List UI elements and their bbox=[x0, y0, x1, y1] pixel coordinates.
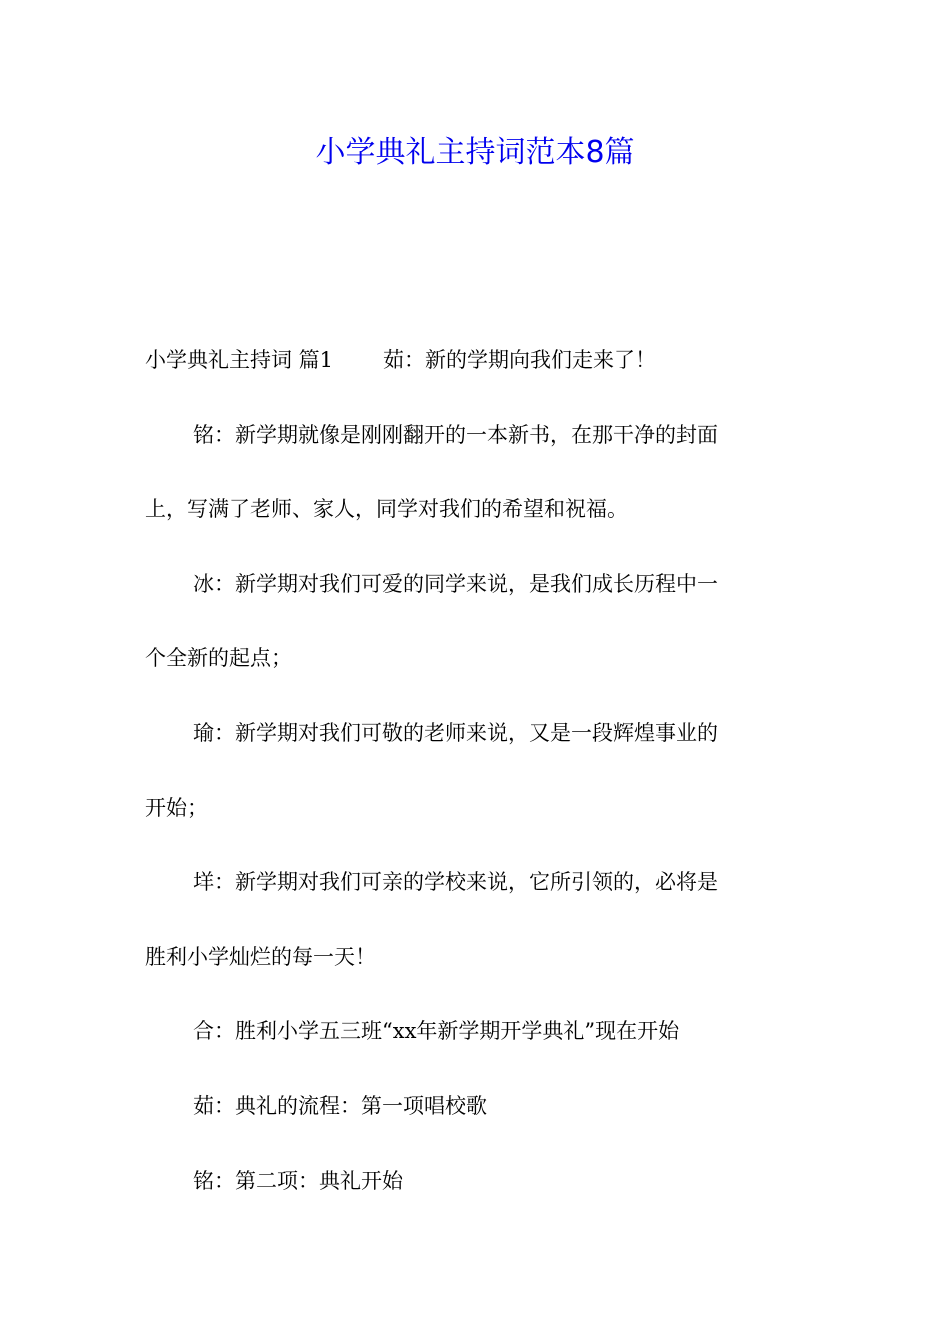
paragraph-line: 茹：典礼的流程：第一项唱校歌 bbox=[193, 1093, 487, 1118]
section-heading: 小学典礼主持词 篇1 bbox=[145, 348, 334, 372]
paragraph-line bbox=[145, 336, 810, 411]
paragraph-line: 上，写满了老师、家人，同学对我们的希望和祝福。 bbox=[145, 497, 628, 522]
paragraph-line: 瑜：新学期对我们可敬的老师来说，又是一段辉煌事业的 bbox=[193, 720, 718, 745]
dialogue-text: 茹：新的学期向我们走来了！ bbox=[383, 348, 657, 372]
paragraph-line: 垟：新学期对我们可亲的学校来说，它所引领的，必将是 bbox=[193, 870, 718, 895]
paragraph-line: 铭：第二项：典礼开始 bbox=[193, 1168, 403, 1193]
paragraph-line: 个全新的起点； bbox=[145, 646, 292, 671]
paragraph-line: 胜利小学灿烂的每一天！ bbox=[145, 944, 376, 969]
paragraph-line: 合：胜利小学五三班“xx年新学期开学典礼”现在开始 bbox=[193, 1019, 680, 1044]
paragraph-line: 开始； bbox=[145, 795, 208, 820]
document-body bbox=[145, 336, 810, 1231]
paragraph-line: 冰：新学期对我们可爱的同学来说，是我们成长历程中一 bbox=[193, 571, 718, 596]
paragraph-line: 铭：新学期就像是刚刚翻开的一本新书，在那干净的封面 bbox=[193, 422, 718, 447]
document-title: 小学典礼主持词范本8篇 bbox=[315, 135, 635, 170]
